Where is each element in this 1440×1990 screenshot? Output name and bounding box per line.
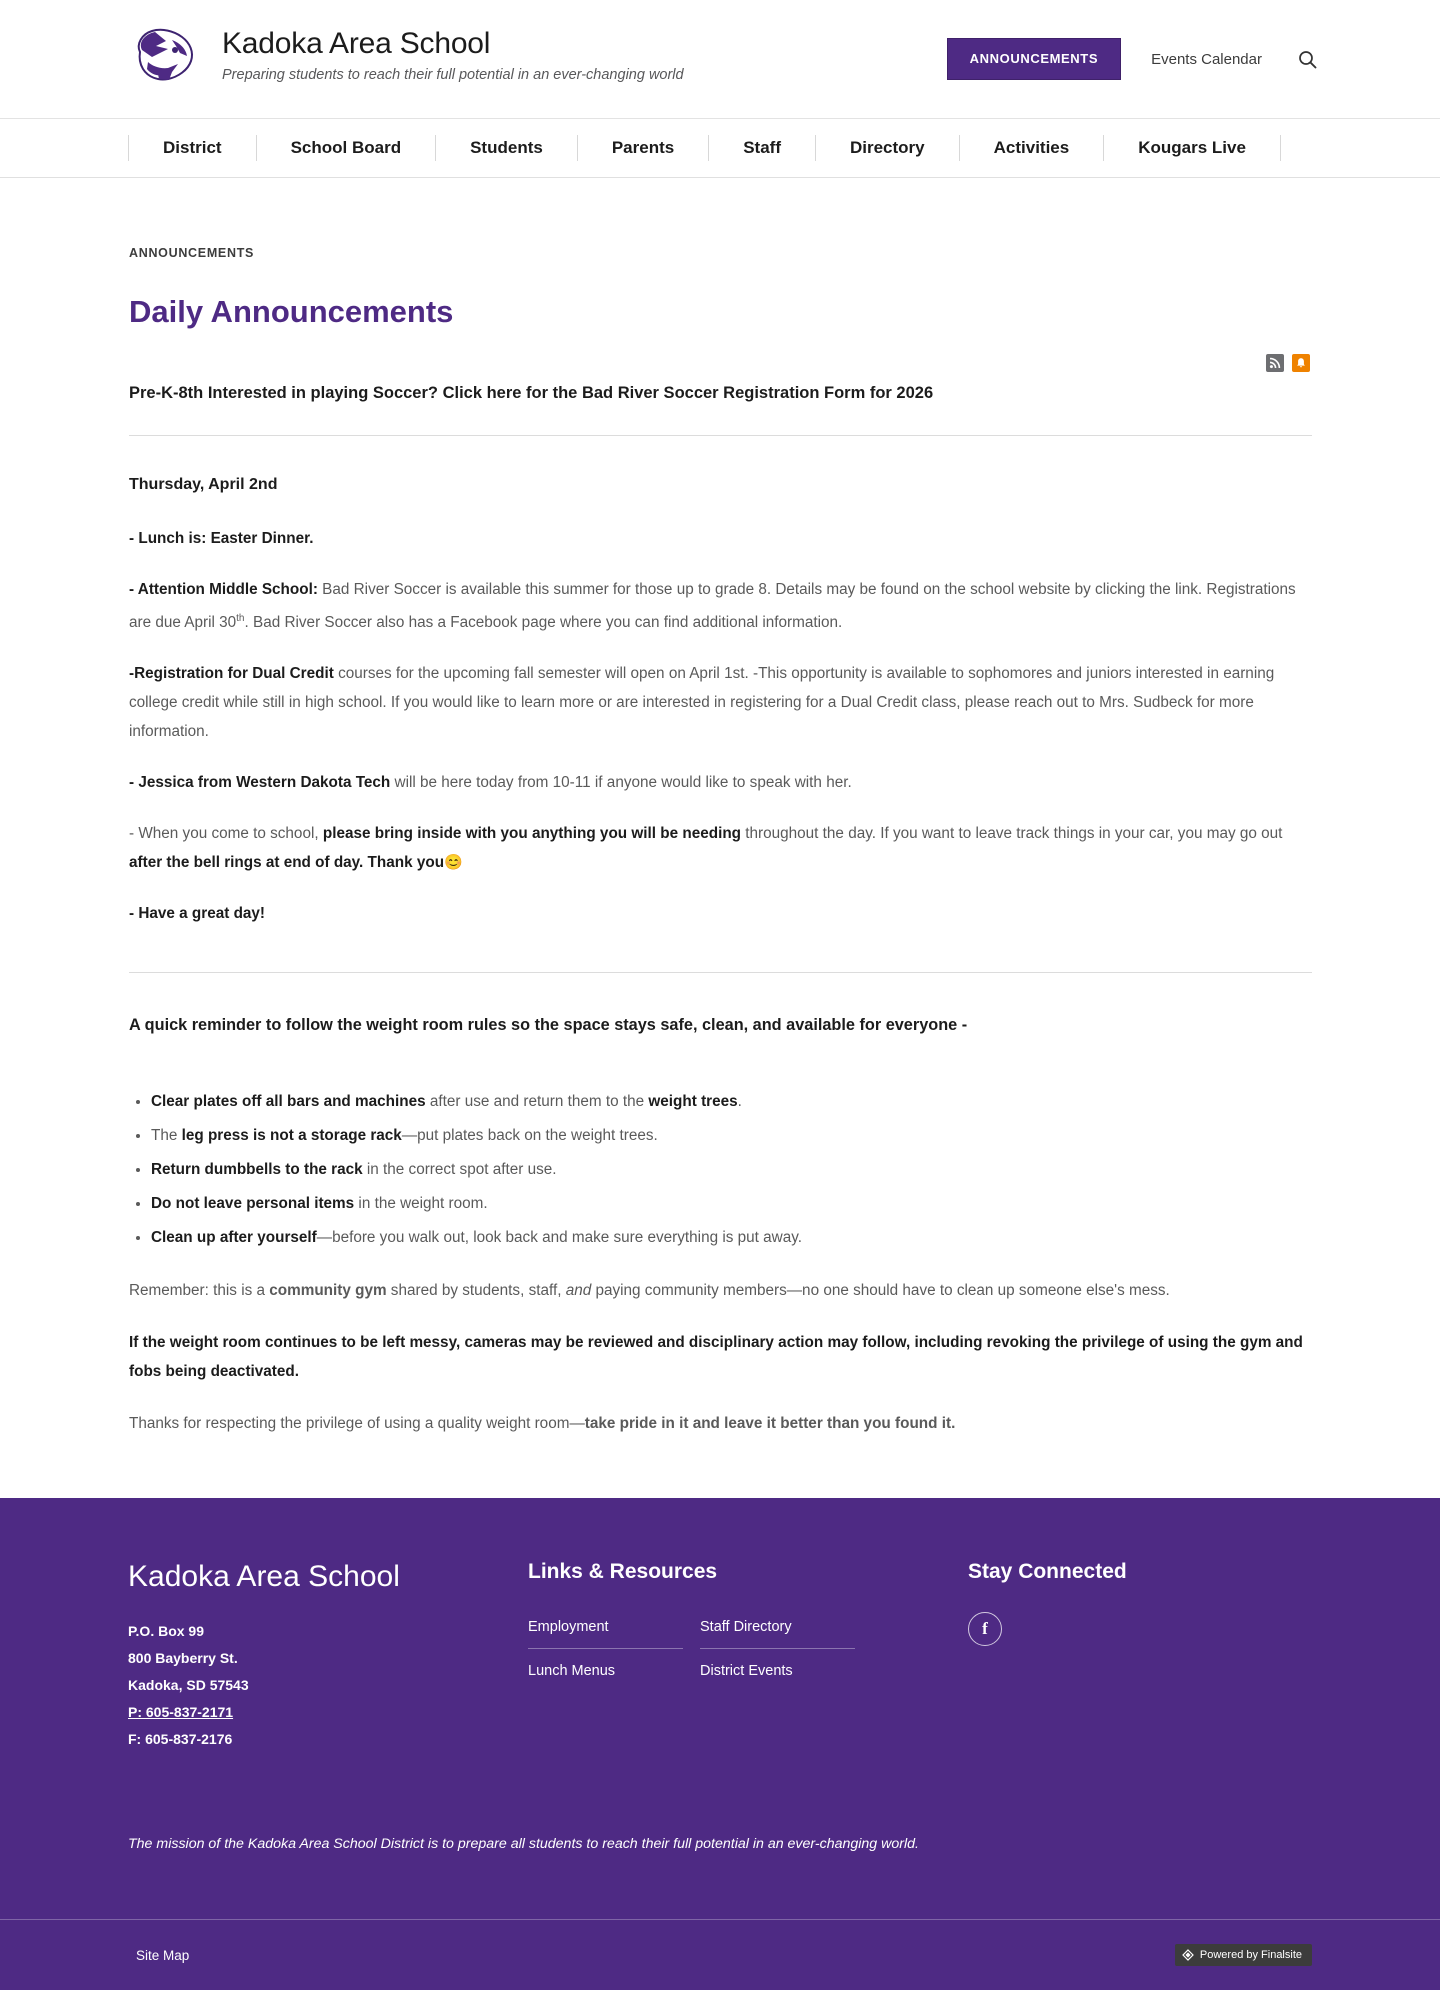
announcement-date: Thursday, April 2nd xyxy=(129,476,278,493)
dual-credit-body: courses for the upcoming fall semester will open on April 1st. -This opportunity is available to sophomores and juniors interested in earning college credit while still in high school. If you would like to learn more or are interested in registering for a Dual Credit class, please reach out to Mrs. Sudbeck for more information. xyxy=(129,665,1275,741)
rule-3-bold: Return dumbbells to the rack xyxy=(151,1161,363,1179)
events-calendar-link[interactable]: Events Calendar xyxy=(1151,50,1262,68)
nav-list xyxy=(128,135,1281,161)
ordinal-suffix: th xyxy=(236,613,245,624)
lunch-text: - Lunch is: Easter Dinner. xyxy=(129,530,314,547)
have-great-day-line xyxy=(129,899,1312,928)
rule-2-pre: The xyxy=(151,1127,182,1145)
bring-c: throughout the day. If you want to leave track things in your car, you may go out xyxy=(741,825,1283,843)
bring-inside-paragraph xyxy=(129,819,1312,877)
rule-4-bold: Do not leave personal items xyxy=(151,1195,355,1213)
sitemap-link[interactable]: Site Map xyxy=(136,1947,190,1963)
site-tagline: Preparing students to reach their full potential in an ever-changing world xyxy=(222,66,684,83)
breadcrumb: ANNOUNCEMENTS xyxy=(129,246,255,260)
footer-fax: F: 605-837-2176 xyxy=(128,1731,233,1748)
bring-d: after the bell rings at end of day. Thank you xyxy=(129,854,445,872)
rule-2-bold: leg press is not a storage rack xyxy=(181,1127,402,1145)
site-title: Kadoka Area School xyxy=(222,26,491,60)
weight-room-thanks xyxy=(129,1409,1312,1438)
footer-address xyxy=(128,1618,528,1753)
page-title: Daily Announcements xyxy=(129,294,454,329)
nav-item-kougars-live[interactable]: Kougars Live xyxy=(1103,135,1281,161)
rule-1-bold2: weight trees xyxy=(648,1093,738,1111)
community-gym-note xyxy=(129,1276,1312,1305)
attention-label: - Attention Middle School: xyxy=(129,581,318,598)
rule-3-rest: in the correct spot after use. xyxy=(362,1161,557,1179)
remember-em: and xyxy=(565,1282,592,1300)
announcement-body xyxy=(129,470,1312,928)
jessica-label: - Jessica from Western Dakota Tech xyxy=(129,774,391,792)
have-great-day-text: - Have a great day! xyxy=(129,905,266,923)
remember-d: paying community members—no one should have to clean up someone else's mess. xyxy=(591,1282,1170,1300)
powered-by-finalsite-badge[interactable] xyxy=(1175,1944,1312,1966)
kougar-logo-icon xyxy=(128,22,206,88)
list-item xyxy=(151,1121,1312,1150)
thanks-a: Thanks for respecting the privilege of using a quality weight room— xyxy=(129,1415,585,1433)
lunch-line xyxy=(129,524,1312,553)
brand-block[interactable] xyxy=(128,22,684,88)
footer-po-box: P.O. Box 99 xyxy=(128,1623,205,1640)
footer-link-lunch-menus[interactable]: Lunch Menus xyxy=(528,1663,616,1680)
thanks-b: take pride in it and leave it better than you found it. xyxy=(584,1415,956,1433)
rss-icon[interactable] xyxy=(1266,354,1284,372)
rule-1-rest: after use and return them to the xyxy=(425,1093,649,1111)
footer-social-section xyxy=(968,1558,1312,1753)
middle-school-paragraph xyxy=(129,575,1312,637)
search-icon[interactable] xyxy=(1294,46,1320,72)
header-actions xyxy=(947,38,1320,80)
divider-2 xyxy=(129,972,1312,973)
footer-city-state-zip: Kadoka, SD 57543 xyxy=(128,1677,249,1694)
bring-b: please bring inside with you anything you will be needing xyxy=(322,825,742,843)
footer-link-district-events[interactable]: District Events xyxy=(700,1663,793,1680)
powered-by-text: Powered by Finalsite xyxy=(1199,1949,1302,1962)
footer-street: 800 Bayberry St. xyxy=(128,1650,238,1667)
rule-2-rest: —put plates back on the weight trees. xyxy=(401,1127,658,1145)
nav-item-parents[interactable]: Parents xyxy=(577,135,708,161)
main-content xyxy=(0,178,1440,1498)
nav-item-activities[interactable]: Activities xyxy=(959,135,1104,161)
weight-room-rules-list xyxy=(129,1087,1312,1252)
subscribe-bell-icon[interactable] xyxy=(1292,354,1310,372)
footer-bottom-bar xyxy=(0,1919,1440,1990)
footer-mission-statement: The mission of the Kadoka Area School District is to prepare all students to reach their full potential in an ever-changing world. xyxy=(128,1836,919,1853)
footer-school-name: Kadoka Area School xyxy=(128,1560,400,1594)
footer-links-heading: Links & Resources xyxy=(528,1560,718,1584)
attention-body-b: . Bad River Soccer also has a Facebook page where you can find additional information. xyxy=(244,614,843,632)
list-item xyxy=(151,1189,1312,1218)
nav-item-staff[interactable]: Staff xyxy=(708,135,815,161)
weight-room-warning: If the weight room continues to be left messy, cameras may be reviewed and disciplinary action may follow, including revoking the privilege of using the gym and fobs being deactivated. xyxy=(129,1334,1303,1381)
remember-a: Remember: this is a xyxy=(129,1282,270,1300)
dual-credit-paragraph xyxy=(129,659,1312,746)
footer-link-staff-directory[interactable]: Staff Directory xyxy=(700,1612,855,1649)
announcements-button[interactable]: ANNOUNCEMENTS xyxy=(947,38,1121,80)
rule-5-rest: —before you walk out, look back and make sure everything is put away. xyxy=(316,1229,802,1247)
dual-credit-label: -Registration for Dual Credit xyxy=(129,665,334,683)
list-item xyxy=(151,1223,1312,1252)
footer-phone-link[interactable]: P: 605-837-2171 xyxy=(128,1704,234,1721)
bring-a: - When you come to school, xyxy=(129,825,323,843)
footer-school-info xyxy=(128,1558,528,1753)
rule-4-rest: in the weight room. xyxy=(354,1195,488,1213)
nav-item-students[interactable]: Students xyxy=(435,135,577,161)
rule-1-rest2: . xyxy=(737,1093,742,1111)
facebook-icon[interactable]: f xyxy=(968,1612,1002,1646)
main-navigation xyxy=(0,119,1440,178)
footer-links-column-2 xyxy=(700,1612,872,1692)
smile-emoji-icon: 😊 xyxy=(444,854,463,872)
remember-c: shared by students, staff, xyxy=(386,1282,566,1300)
nav-item-district[interactable]: District xyxy=(128,135,256,161)
footer-links-column-1 xyxy=(528,1612,700,1692)
rule-1-bold: Clear plates off all bars and machines xyxy=(151,1093,426,1111)
rule-5-bold: Clean up after yourself xyxy=(151,1229,317,1247)
nav-item-directory[interactable]: Directory xyxy=(815,135,959,161)
remember-b: community gym xyxy=(269,1282,387,1300)
jessica-paragraph xyxy=(129,768,1312,797)
nav-item-school-board[interactable]: School Board xyxy=(256,135,436,161)
footer-link-employment[interactable]: Employment xyxy=(528,1612,683,1649)
list-item xyxy=(151,1087,1312,1116)
footer-social-heading: Stay Connected xyxy=(968,1560,1127,1584)
divider xyxy=(129,435,1312,436)
weight-room-title: A quick reminder to follow the weight room rules so the space stays safe, clean, and available for everyone - xyxy=(129,1016,968,1035)
site-footer xyxy=(0,1498,1440,1990)
post-headline[interactable]: Pre-K-8th Interested in playing Soccer? Click here for the Bad River Soccer Registration Form for 2026 xyxy=(129,384,934,402)
jessica-body: will be here today from 10-11 if anyone would like to speak with her. xyxy=(390,774,852,792)
finalsite-logo-icon xyxy=(1182,1949,1194,1961)
attention-body-a: Bad River Soccer is available this summer for those up to grade 8. Details may be found on the school website by clicking the link. Registrations are due April 30 xyxy=(129,581,1296,632)
site-header xyxy=(0,0,1440,119)
footer-links-section xyxy=(528,1558,968,1753)
feed-icon-group xyxy=(129,354,1310,372)
list-item xyxy=(151,1155,1312,1184)
